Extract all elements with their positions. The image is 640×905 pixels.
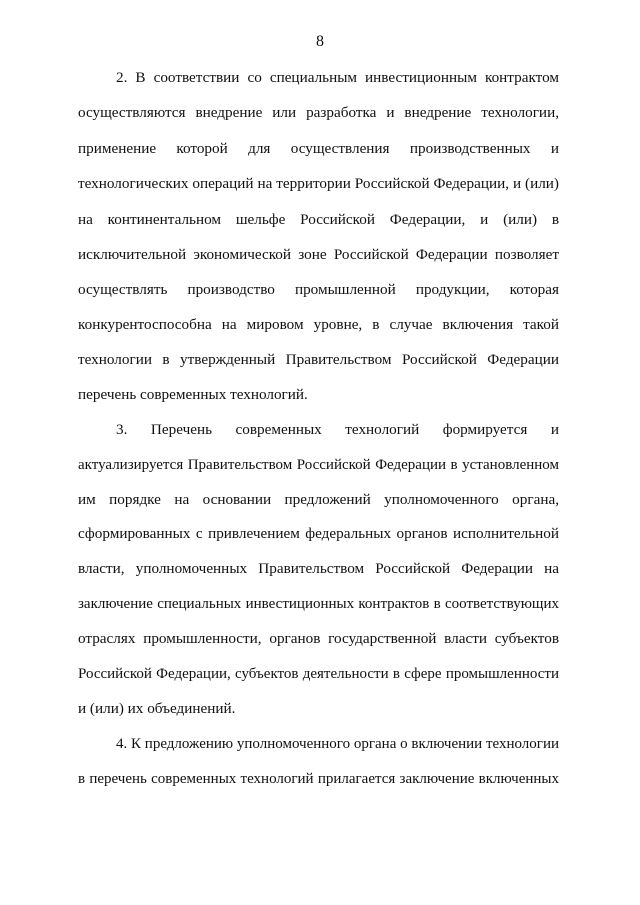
paragraph-2-line: осуществлять производство промышленной продукции, которая	[78, 281, 559, 298]
paragraph-3-line: Российской Федерации, субъектов деятельности в сфере промышленности	[78, 666, 559, 682]
paragraph-4-line: в перечень современных технологий прилагается заключение включенных	[78, 771, 559, 787]
paragraph-2-line: осуществляются внедрение или разработка и внедрение технологии,	[78, 104, 559, 121]
paragraph-2-line: применение которой для осуществления производственных и	[78, 140, 559, 157]
paragraph-2-line: исключительной экономической зоне Российской Федерации позволяет	[78, 246, 559, 263]
paragraph-2-line: технологии в утвержденный Правительством Российской Федерации	[78, 351, 559, 368]
paragraph-3-line: отраслях промышленности, органов государственной власти субъектов	[78, 630, 559, 647]
paragraph-2-line: перечень современных технологий.	[78, 386, 308, 403]
paragraph-2-line: технологических операций на территории Российской Федерации, и (или)	[78, 175, 559, 192]
paragraph-3-line: власти, уполномоченных Правительством Российской Федерации на	[78, 560, 559, 577]
paragraph-2-line: конкурентоспособна на мировом уровне, в случае включения такой	[78, 316, 559, 333]
paragraph-3-line: им порядке на основании предложений уполномоченного органа,	[78, 491, 559, 508]
paragraph-3-line: 3. Перечень современных технологий формируется и	[116, 421, 559, 438]
paragraph-3-line: актуализируется Правительством Российской Федерации в установленном	[78, 457, 559, 473]
paragraph-2-line: 2. В соответствии со специальным инвестиционным контрактом	[116, 69, 559, 86]
paragraph-4-line: 4. К предложению уполномоченного органа о включении технологии	[116, 736, 559, 752]
paragraph-3-line: и (или) их объединений.	[78, 700, 236, 717]
paragraph-2-line: на континентальном шельфе Российской Федерации, и (или) в	[78, 211, 559, 228]
paragraph-3-line: сформированных с привлечением федеральных органов исполнительной	[78, 525, 559, 542]
paragraph-3-line: заключение специальных инвестиционных контрактов в соответствующих	[78, 596, 559, 612]
page-number: 8	[316, 33, 324, 50]
